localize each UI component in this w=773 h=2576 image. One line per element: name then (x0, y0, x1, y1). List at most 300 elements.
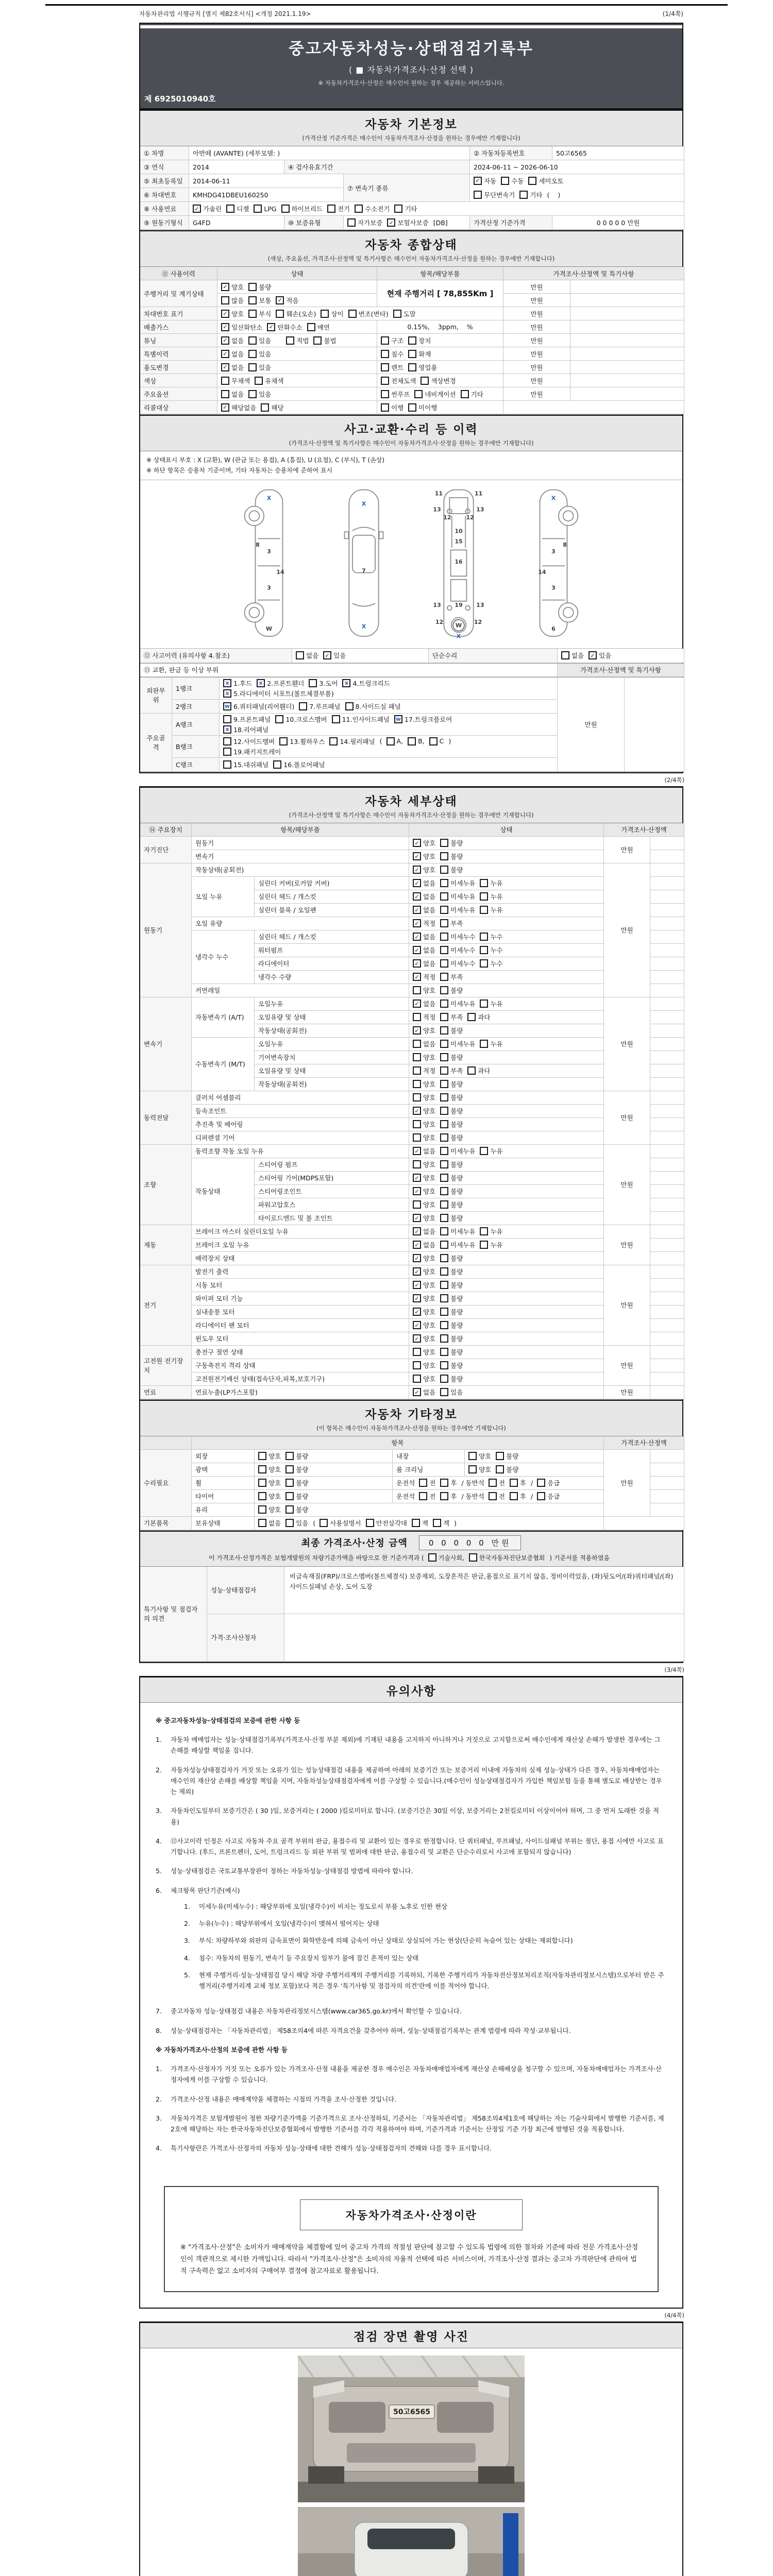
checkbox-option (296, 651, 318, 660)
option-label: 4.트렁크리드 (352, 679, 390, 687)
checkbox-option (440, 1294, 463, 1303)
option-cell (409, 1372, 604, 1386)
text-cell: 보유상태 (192, 1517, 255, 1530)
notice-text: 자동차성능상태점검자가 거짓 또는 오류가 있는 성능상태점검 내용을 제공하여 아래의 보증기간 또는 보증거리 이내에 자동차의 실제 성능·상태가 다른 경우, 자동차매매업자는 매수인의 재산상 손해를 배상할 책임을 지며, 자동차성능상태점검자에게 이를 구상할 수 있습니다.(매수인이 성능상태점검자가 가입한 책임보험 등을 통해 별도로 배상받는 경우는 제외) (171, 1766, 662, 1796)
checkbox (408, 363, 416, 371)
checkbox-option (285, 1478, 308, 1487)
checkbox (440, 1214, 448, 1222)
option-cell (409, 863, 604, 877)
checkbox-option (413, 919, 435, 928)
checkbox (285, 1492, 294, 1500)
text-cell: 커먼레일 (192, 984, 409, 997)
notice-sub-number: 4. (184, 1954, 190, 1962)
page-marker-3: (3/4쪽) (664, 1666, 684, 1673)
text-cell: 유리 (192, 1503, 255, 1517)
text-cell (650, 1225, 684, 1239)
text-cell: 자기진단 (140, 837, 192, 863)
option-cell (409, 1185, 604, 1198)
checkbox-option (440, 878, 475, 888)
text-cell: 원동기 (140, 863, 192, 997)
option-label: 5.라디에이터 서포트(볼트체결부품) (233, 689, 334, 698)
text-cell: 0 0 0 0 0 만원 (552, 216, 684, 230)
checkbox-option (496, 1451, 518, 1461)
svg-text:X: X (361, 500, 366, 507)
checkbox (440, 1200, 448, 1209)
checkbox: ✓ (413, 1107, 421, 1115)
svg-text:12: 12 (466, 514, 474, 521)
text-cell: 전기 (140, 1265, 192, 1346)
option-label: 불량 (450, 1107, 463, 1115)
checkbox (276, 310, 284, 318)
option-label: 상이 (331, 310, 344, 318)
option-text: / (530, 1479, 533, 1487)
accident-note: ※ 하단 항목은 승용차 기준이며, 기타 자동차는 승용차에 준하여 표시 (146, 467, 333, 474)
checkbox (510, 1479, 518, 1487)
text-cell: 가격산정 기준가격 (470, 216, 552, 230)
checkbox-option (413, 1146, 435, 1156)
option-cell (217, 361, 377, 374)
option-label: 불량 (450, 1321, 463, 1330)
text-cell: 수동변속기 (M/T) (192, 1038, 255, 1091)
checkbox-option (413, 905, 435, 914)
option-label: 양호 (423, 1268, 436, 1276)
svg-text:12: 12 (474, 618, 482, 625)
checkbox-option (413, 892, 435, 901)
checkbox-option (414, 389, 456, 399)
option-label: 불량 (450, 1080, 463, 1089)
checkbox (281, 205, 290, 213)
checkbox-option (467, 1066, 490, 1075)
option-text: ( (313, 1519, 316, 1527)
option-label: 적정 (423, 1067, 436, 1075)
checkbox-option (440, 1307, 463, 1316)
text-cell: 배출가스 (140, 320, 217, 334)
checkbox-option (413, 1133, 435, 1142)
checkbox (421, 377, 429, 385)
checkbox-option (347, 218, 382, 227)
option-label: 없음 (423, 933, 436, 941)
checkbox: ✓ (413, 1187, 421, 1195)
text-cell: 만원 (604, 1225, 650, 1265)
text-cell: 외판부위 (140, 677, 172, 714)
checkbox-option (440, 972, 463, 981)
option-cell (409, 1265, 604, 1279)
checkbox-option (221, 296, 244, 305)
text-cell: 만원 (604, 1346, 650, 1386)
checkbox-option (489, 1492, 505, 1501)
text-cell: 룸 크리닝 (393, 1463, 465, 1477)
notice-sub-number: 3. (184, 1937, 190, 1945)
text-cell: 브레이크 오일 누유 (192, 1239, 409, 1252)
option-label: 부족 (450, 1013, 463, 1022)
option-cell (377, 361, 503, 374)
checkbox (440, 1308, 448, 1316)
text-cell: 실린더 헤드 / 개스킷 (255, 930, 409, 944)
text-cell: G4FD (189, 216, 284, 230)
option-label: 누유 (490, 906, 503, 914)
option-cell (470, 174, 684, 202)
checkbox-option (413, 1240, 435, 1249)
checkbox-option (440, 1012, 463, 1022)
text-cell (570, 334, 684, 347)
table-etc (140, 1436, 682, 1531)
checkbox-option (223, 715, 271, 724)
checkbox (433, 1519, 441, 1527)
detail-title: 자동차 세부상태 (365, 794, 458, 808)
checkbox (440, 1053, 448, 1061)
svg-text:19: 19 (455, 601, 463, 608)
option-cell (217, 374, 377, 387)
checkbox: ✓ (413, 1334, 421, 1343)
checkbox (440, 906, 448, 914)
option-label: 양호 (423, 1201, 436, 1209)
checkbox (440, 839, 448, 847)
option-label: 불량 (296, 1479, 309, 1487)
checkbox (440, 1026, 448, 1035)
checkbox-option (320, 1518, 361, 1528)
checkbox (440, 919, 448, 927)
text-cell (650, 1064, 684, 1078)
checkbox-option (433, 1518, 449, 1528)
svg-text:13: 13 (476, 506, 484, 513)
option-label: 적정 (423, 920, 436, 928)
option-cell (217, 307, 503, 320)
option-label: 자동 (484, 177, 497, 185)
checkbox-option (408, 363, 437, 372)
checkbox-option (440, 1173, 463, 1182)
option-cell (409, 984, 604, 997)
option-cell (409, 1118, 604, 1131)
option-label: 불량 (296, 1452, 309, 1461)
option-cell (220, 714, 558, 736)
checkbox-option (285, 1451, 308, 1461)
option-label: 양호 (423, 1295, 436, 1303)
option-label: 없음 (423, 1040, 436, 1048)
option-label: 없음 (231, 336, 244, 345)
option-label: 없음 (423, 906, 436, 914)
checkbox (223, 748, 231, 756)
notice-number: 5. (156, 1867, 162, 1875)
checkbox: ✓ (413, 946, 421, 954)
top-rule (45, 4, 728, 6)
text-cell: 윈도우 모터 (192, 1332, 409, 1346)
notice-number: 1. (156, 1736, 162, 1744)
checkbox-option (221, 389, 244, 399)
option-label: 누수 (490, 946, 503, 955)
checkbox-option (421, 376, 456, 385)
text-cell (650, 1450, 684, 1463)
option-label: 기타 (405, 205, 417, 213)
notice-section-header: ※ 중고자동차성능·상태점검의 보증에 관한 사항 등 (156, 1716, 300, 1724)
option-cell (409, 1346, 604, 1359)
checkbox: ✓ (413, 879, 421, 887)
checkbox (440, 1388, 448, 1396)
option-label: 누유 (490, 893, 503, 901)
text-cell: 색상 (140, 374, 217, 387)
text-cell: 기본품목 (140, 1517, 192, 1530)
checkbox-option (413, 959, 435, 968)
option-label: 변조(변타) (358, 310, 389, 318)
checkbox (440, 1013, 448, 1021)
option-label: 불량 (450, 1134, 463, 1142)
option-text: [DB] (433, 218, 448, 227)
option-label: 불량 (450, 1054, 463, 1062)
option-label: 양호 (423, 839, 436, 848)
option-cell (255, 1490, 393, 1503)
option-label: 후 (450, 1479, 457, 1487)
checkbox-option (258, 1478, 281, 1487)
text-cell (650, 1463, 684, 1477)
option-label: 불량 (506, 1452, 519, 1461)
notice-number: 2. (156, 2095, 162, 2103)
option-cell (409, 1158, 604, 1172)
checkbox (221, 377, 229, 385)
checkbox-option (496, 1465, 518, 1474)
accident-subtitle: (가격조사·산정액 및 특기사항은 매수인이 자동차가격조사·산정을 원하는 경우에만 기재합니다) (289, 439, 534, 447)
option-cell (409, 1038, 604, 1051)
state-code-legend: ※ 상태표시 부호 : X (교환), W (판금 또는 용접), A (흠집), U (요철), C (부식), T (손상) (146, 456, 385, 464)
text-cell: 디퍼렌셜 기어 (192, 1131, 409, 1145)
checkbox-option (440, 838, 463, 848)
left-side-view (240, 486, 298, 641)
checkbox-option (276, 309, 316, 318)
text-cell: 와이퍼 모터 기능 (192, 1292, 409, 1306)
option-text: 운전석 (396, 1479, 415, 1487)
option-label: 매연 (317, 323, 330, 331)
checkbox-option (413, 1053, 435, 1062)
checkbox-option (309, 679, 338, 688)
text-cell: 1랭크 (172, 677, 220, 700)
checkbox (223, 715, 231, 723)
checkbox (299, 702, 307, 710)
option-label: 누유 (490, 879, 503, 888)
text-cell: 작동상태(공회전) (192, 863, 409, 877)
text-cell: 주요골격 (140, 714, 172, 772)
text-cell (650, 1145, 684, 1158)
checkbox (258, 1465, 266, 1473)
checkbox-option (419, 1492, 435, 1501)
checkbox-option (255, 376, 283, 385)
option-label: 훼손(오손) (286, 310, 316, 318)
option-label: 적법 (296, 336, 309, 345)
checkbox-option (193, 204, 222, 213)
checkbox-option (440, 1079, 463, 1089)
option-label: 기타 (530, 191, 543, 199)
checkbox-option (440, 999, 475, 1008)
option-label: 양호 (423, 1094, 436, 1102)
option-label: 누유 (490, 1000, 503, 1008)
checkbox: ✓ (276, 296, 284, 304)
checkbox (366, 1519, 374, 1527)
checkbox (440, 986, 448, 994)
checkbox (413, 1080, 421, 1088)
option-cell (409, 1306, 604, 1319)
checkbox-option (221, 282, 244, 292)
checkbox (347, 218, 356, 227)
checkbox (320, 1519, 328, 1527)
option-label: 불량 (450, 1375, 463, 1383)
option-label: 없음 (231, 363, 244, 371)
text-cell: 외장 (192, 1450, 255, 1463)
checkbox-option (440, 1492, 457, 1501)
option-cell (409, 1145, 604, 1158)
checkbox (258, 1452, 266, 1460)
notice-item (156, 2094, 667, 2105)
text-cell (650, 1091, 684, 1105)
checkbox (413, 1361, 421, 1369)
option-label: 적음 (286, 296, 299, 304)
option-label: 미이행 (418, 403, 438, 412)
option-cell (409, 1292, 604, 1306)
checkbox-option (480, 892, 502, 901)
option-label: 15.대쉬패널 (233, 760, 269, 769)
checkbox (440, 1040, 448, 1048)
option-text: / 동반석 (461, 1493, 484, 1501)
option-label: 양호 (423, 1348, 436, 1357)
text-cell: 리콜대상 (140, 401, 217, 414)
top-bar (139, 9, 683, 18)
checkbox: ✓ (267, 323, 275, 331)
text-cell: 스티어링 펌프 (255, 1158, 409, 1172)
text-cell: 워터펌프 (255, 944, 409, 957)
checkbox-option (413, 878, 435, 888)
checkbox-option (258, 1505, 281, 1514)
checkbox-option (223, 702, 294, 711)
checkbox (226, 205, 234, 213)
notice-number: 3. (156, 1807, 162, 1815)
etc-header (140, 1400, 682, 1436)
svg-text:16: 16 (455, 558, 463, 565)
checkbox-option (480, 999, 502, 1008)
text-cell: 조향 (140, 1145, 192, 1225)
checkbox-option (413, 1227, 435, 1236)
checkbox (413, 1200, 421, 1209)
text-cell: 2014-06-11 (189, 174, 344, 188)
checkbox-option (413, 1347, 435, 1357)
option-label: 장치 (418, 336, 431, 345)
option-label: 없음 (423, 879, 436, 888)
checkbox-option (440, 1106, 463, 1115)
text-cell: 가격·조사산정자 (207, 1614, 284, 1662)
checkbox (355, 205, 363, 213)
svg-text:15: 15 (455, 538, 463, 545)
checkbox (440, 999, 448, 1008)
text-cell: 주행거리 및 계기상태 (140, 280, 217, 307)
option-cell (409, 1279, 604, 1292)
option-label: 19.패키지트레이 (233, 748, 281, 756)
checkbox (258, 1505, 266, 1514)
checkbox (510, 1492, 518, 1500)
checkbox (248, 336, 257, 345)
option-cell (255, 1450, 393, 1463)
checkbox (258, 1519, 266, 1527)
text-cell (650, 1252, 684, 1265)
option-cell (217, 320, 377, 334)
checkbox-option (221, 376, 250, 385)
checkbox-option (413, 932, 435, 941)
option-text: ( ) (547, 191, 561, 199)
option-label: 불량 (296, 1466, 309, 1474)
checkbox (332, 715, 340, 723)
option-text: ) (454, 1519, 457, 1527)
text-cell: 만원 (503, 387, 570, 401)
text-cell: 항목 (192, 1436, 604, 1450)
checkbox (285, 1505, 294, 1514)
text-cell (604, 1517, 684, 1530)
option-label: 유채색 (265, 377, 284, 385)
section-page4 (139, 2321, 683, 2576)
checkbox-option (468, 1465, 491, 1474)
option-label: 불량 (450, 1214, 463, 1223)
checkbox (467, 1013, 476, 1021)
checkbox-option (257, 679, 304, 688)
checkbox (537, 1479, 545, 1487)
form-reference: 자동차관리법 시행규칙 [별지 제82호서식] <개정 2021.1.19> (139, 10, 311, 18)
option-cell (377, 401, 503, 414)
checkbox (480, 1241, 488, 1249)
checkbox: ✓ (323, 651, 331, 659)
checkbox-option (248, 363, 271, 372)
text-cell (650, 930, 684, 944)
checkbox (440, 1187, 448, 1195)
svg-text:50고6565: 50고6565 (393, 2408, 430, 2416)
detail-subtitle: (가격조사·산정액 및 특기사항은 매수인이 자동차가격조사·산정을 원하는 경우에만 기재합니다) (289, 811, 534, 819)
checkbox-option (480, 1146, 502, 1156)
option-label: 없음 (423, 1147, 436, 1156)
checkbox (440, 1107, 448, 1115)
checkbox: w (223, 702, 231, 710)
checkbox: ✓ (221, 403, 229, 412)
option-label: 양호 (231, 310, 244, 318)
option-label: 후 (519, 1493, 526, 1501)
option-cell (292, 649, 429, 663)
option-label: 불량 (450, 1308, 463, 1316)
text-cell: ⑦ 변속기 종류 (344, 174, 470, 202)
text-cell: ① 차명 (140, 146, 189, 160)
option-label: 전기 (337, 205, 350, 213)
text-cell (140, 1436, 192, 1450)
option-label: 누유 (490, 1241, 503, 1249)
checkbox (469, 1553, 477, 1562)
text-cell (650, 1346, 684, 1359)
checkbox: ✓ (221, 310, 229, 318)
checkbox-option (480, 945, 502, 955)
option-label: 불량 (450, 1161, 463, 1169)
text-cell: 연료 (140, 1386, 192, 1399)
option-text: 운전석 (396, 1493, 415, 1501)
checkbox: x (342, 679, 350, 687)
checkbox (440, 1267, 448, 1276)
option-label: 양호 (423, 1188, 436, 1196)
text-cell (650, 1477, 684, 1490)
checkbox-option (355, 204, 390, 213)
option-label: 불량 (450, 1268, 463, 1276)
checkbox: ✓ (413, 852, 421, 860)
checkbox: ✓ (221, 363, 229, 371)
svg-text:8: 8 (563, 541, 567, 548)
option-cell (409, 1172, 604, 1185)
option-cell (409, 997, 604, 1011)
option-cell (217, 334, 377, 347)
checkbox-option (275, 715, 327, 724)
svg-text:X: X (266, 495, 272, 502)
checkbox-option (267, 323, 302, 332)
photos-title: 점검 장면 촬영 사진 (354, 2330, 469, 2344)
option-cell (409, 877, 604, 890)
checkbox (440, 1254, 448, 1262)
option-label: 양호 (423, 1214, 436, 1223)
option-cell (409, 1359, 604, 1372)
